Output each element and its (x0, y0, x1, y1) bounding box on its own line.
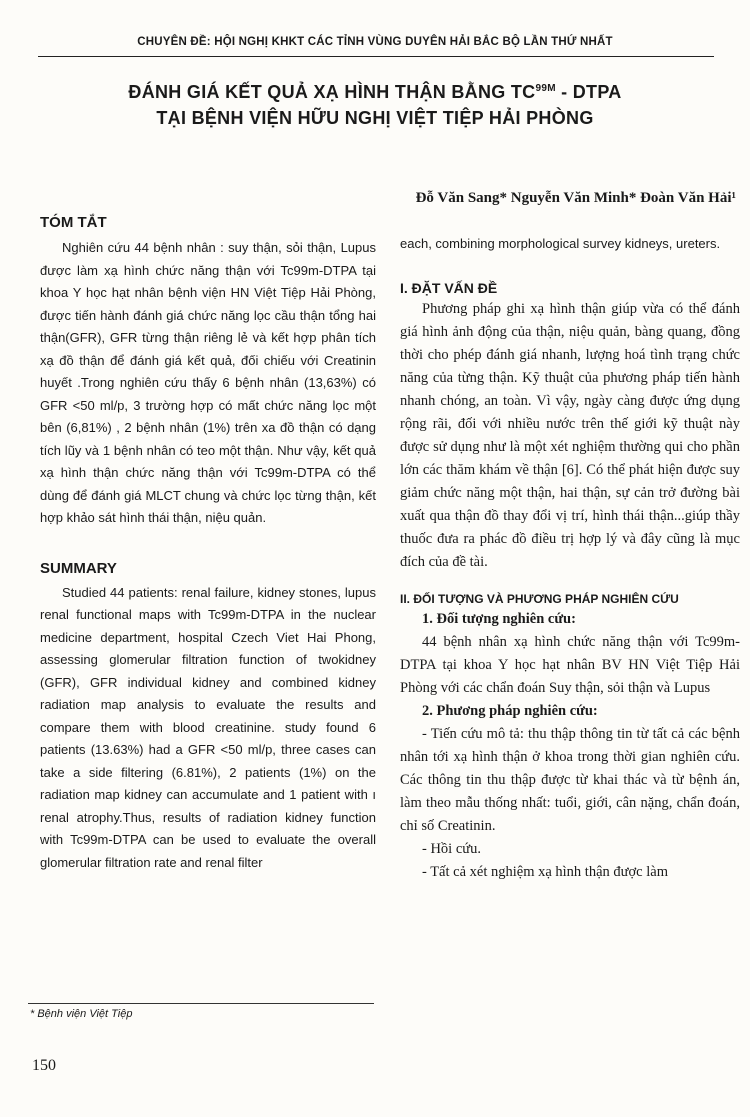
subsection-2-heading: 2. Phương pháp nghiên cứu: (422, 702, 598, 719)
method-item-1: - Tiến cứu mô tả: thu thập thông tin từ tất cả các bệnh nhân tới xạ hình thận ở khoa trong thời gian nghiên cứu. Các thông tin thu thập được từ khai thác và từ bệnh án, làm theo mẫu thống nhất: tuổi, giới, cân nặng, chẩn đoán, chỉ số Creatinin. (400, 725, 740, 834)
article-title-line-2: TẠI BỆNH VIỆN HỮU NGHỊ VIỆT TIỆP HẢI PHÒNG (156, 108, 594, 128)
left-column (40, 200, 376, 874)
section-1-heading: I. ĐẶT VẤN ĐỀ (400, 279, 498, 296)
abstract-heading: TÓM TẮT (40, 214, 107, 231)
section-1-text: Phương pháp ghi xạ hình thận giúp vừa có thể đánh giá hình ảnh động của thận, niệu quản, bàng quang, đồng thời cho phép đánh giá nhanh, lượng hoá tình trạng chức năng của từng thận. Kỹ thuật của phương pháp tiến hành nhanh chóng, an toàn. Vì vậy, ngày càng được ứng dụng rộng rãi, đối với nhiều nước trên thế giới kỹ thuật này được sử dụng như là một xét nghiệm thường qui cho phần lớn các thăm khám về thận [6]. Có thể phát hiện được suy giảm chức năng một thận, hai thận, sự cản trở đường bài xuất qua thận đồ thay đổi vị trí, hình thái thận...giúp thầy thuốc đưa ra phác đồ điều trị hợp lý và đây cũng là mục đích của đề tài. (400, 300, 740, 570)
section-2-heading: II. ĐỐI TƯỢNG VÀ PHƯƠNG PHÁP NGHIÊN CỨU (400, 591, 679, 606)
article-title-line-1 (0, 82, 750, 103)
summary-text: Studied 44 patients: renal failure, kidney stones, lupus renal functional maps with Tc99m-DTPA in the nuclear medicine department, hospital Czech Viet Hai Phong, assessing glomerular filtration function of twokidney (GFR), GFR individual kidney and combined kidney radiation map analysis to evaluate the results and compare them with blood creatinine. study found 6 patients (13.63%) had a GFR <50 ml/p, three cases can take a side filtering (6.81%), 2 patients (1%) on the radiation map kidney can accumulate and 1 patient with ı renal atrophy.Thus, results of radiation kidney function with Tc99m-DTPA can be used to evaluate the overall glomerular filtration rate and renal filter (40, 584, 376, 870)
summary-continuation: each, combining morphological survey kidneys, ureters. (400, 236, 721, 251)
header-divider (38, 56, 714, 57)
method-item-3: - Tất cả xét nghiệm xạ hình thận được làm (422, 863, 668, 880)
authors: Đỗ Văn Sang* Nguyễn Văn Minh* Đoàn Văn Hải¹ (415, 190, 736, 206)
method-item-2: - Hồi cứu. (422, 840, 481, 857)
summary-heading: SUMMARY (40, 559, 117, 577)
right-column (400, 233, 740, 884)
footnote-divider (28, 1003, 374, 1004)
title-text: ĐÁNH GIÁ KẾT QUẢ XẠ HÌNH THẬN BẰNG TC (128, 82, 536, 102)
footnote: * Bệnh viện Việt Tiệp (30, 1008, 133, 1020)
abstract-text: Nghiên cứu 44 bệnh nhân : suy thận, sỏi thận, Lupus được làm xạ hình chức năng thận với Tc99m-DTPA tại khoa Y học hạt nhân bệnh viện HN Việt Tiệp Hải Phòng, được tiến hành đánh giá chức năng lọc cầu thận tổng hai thận(GFR), GFR từng thận riêng lẻ và kết hợp phân tích xạ đồ thận để đánh giá kết quả, đối chiếu với Creatinin huyết .Trong nghiên cứu thấy 6 bệnh nhân (13,63%) có GFR <50 ml/p, 3 trường hợp có mất chức năng lọc một bên (6,81%) , 2 bệnh nhân (1%) trên xa đồ thận có dạng tích lũy và 1 bệnh nhân có teo một thận. Như vậy, kết quả xạ hình thận chức năng thận với Tc99m-DTPA có thể dùng để đánh giá MLCT chung và chức lọc từng thận, kết hợp khảo sát hình thái thận, niệu quản. (40, 240, 376, 525)
subsection-1-heading: 1. Đối tượng nghiên cứu: (422, 610, 576, 627)
page-number: 150 (32, 1057, 56, 1074)
title-suffix: - DTPA (555, 82, 622, 102)
subsection-1-text: 44 bệnh nhân xạ hình chức năng thận với Tc99m- DTPA tại khoa Y học hạt nhân BV HN Việt Tiệp Hải Phòng với các chẩn đoán Suy thận, sỏi thận và Lupus (400, 633, 740, 696)
title-superscript: 99M (535, 83, 556, 94)
running-header: CHUYÊN ĐỀ: HỘI NGHỊ KHKT CÁC TỈNH VÙNG DUYÊN HẢI BẮC BỘ LẦN THỨ NHẤT (137, 36, 613, 48)
